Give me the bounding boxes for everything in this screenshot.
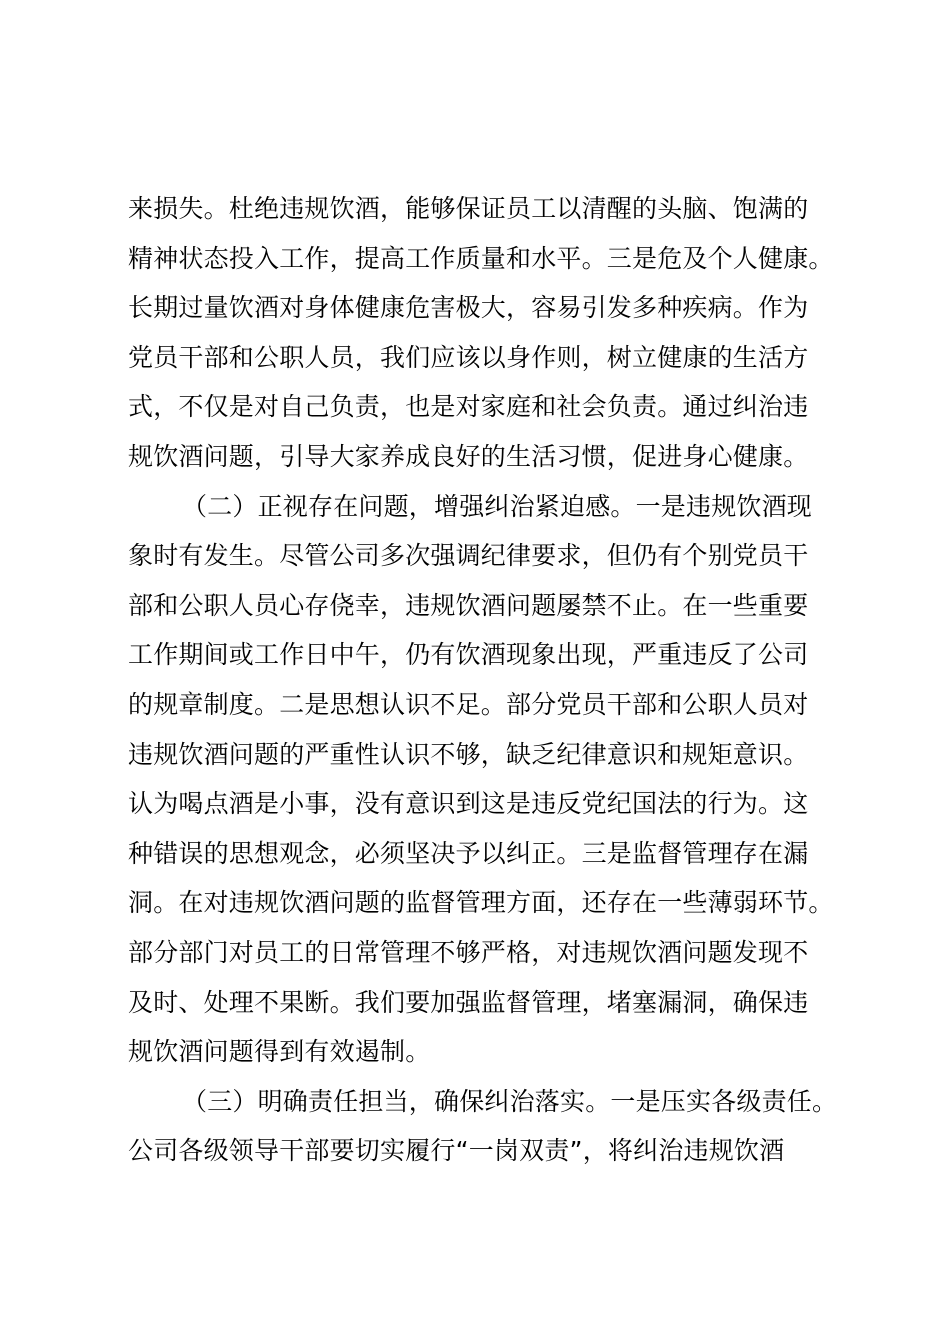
text-line: 规饮酒问题，引导大家养成良好的生活习惯，促进身心健康。 [128, 441, 809, 471]
text-line: 部和公职人员心存侥幸，违规饮酒问题屡禁不止。在一些重要 [128, 590, 809, 620]
text-line: 式，不仅是对自己负责，也是对家庭和社会负责。通过纠治违 [128, 392, 809, 422]
text-line: 长期过量饮酒对身体健康危害极大，容易引发多种疾病。作为 [128, 293, 809, 323]
text-line: 及时、处理不果断。我们要加强监督管理，堵塞漏洞，确保违 [128, 987, 809, 1017]
body-text [128, 184, 848, 1176]
paragraph-first-line: （二）正视存在问题，增强纠治紧迫感。一是违规饮酒现 [182, 491, 813, 521]
text-line: 违规饮酒问题的严重性认识不够，缺乏纪律意识和规矩意识。 [128, 739, 809, 769]
text-line: 洞。在对违规饮酒问题的监督管理方面，还存在一些薄弱环节。 [128, 888, 834, 918]
text-line: 规饮酒问题得到有效遏制。 [128, 1037, 431, 1067]
paragraph-first-line: （三）明确责任担当，确保纠治落实。一是压实各级责任。 [182, 1086, 838, 1116]
text-line: 种错误的思想观念，必须坚决予以纠正。三是监督管理存在漏 [128, 838, 809, 868]
text-line: 工作期间或工作日中午，仍有饮酒现象出现，严重违反了公司 [128, 640, 809, 670]
text-line: 党员干部和公职人员，我们应该以身作则，树立健康的生活方 [128, 342, 809, 372]
text-line: 来损失。杜绝违规饮酒，能够保证员工以清醒的头脑、饱满的 [128, 194, 809, 223]
text-line: 的规章制度。二是思想认识不足。部分党员干部和公职人员对 [128, 689, 809, 719]
text-line: 认为喝点酒是小事，没有意识到这是违反党纪国法的行为。这 [128, 789, 809, 819]
text-line: 精神状态投入工作，提高工作质量和水平。三是危及个人健康。 [128, 243, 834, 273]
text-line: 部分部门对员工的日常管理不够严格，对违规饮酒问题发现不 [128, 937, 809, 967]
text-line: 象时有发生。尽管公司多次强调纪律要求，但仍有个别党员干 [128, 541, 809, 571]
text-line: 公司各级领导干部要切实履行“一岗双责”，将纠治违规饮酒 [128, 1136, 785, 1166]
